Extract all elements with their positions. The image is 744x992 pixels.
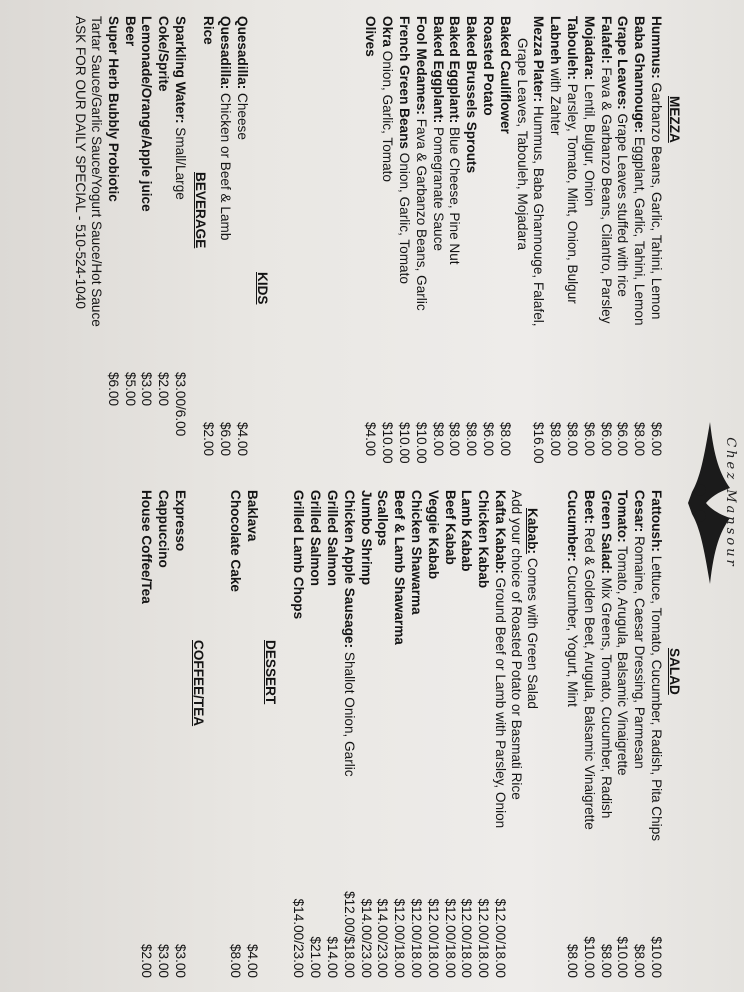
menu-item (392, 490, 407, 645)
item-price: $12.00/18.00 (442, 898, 458, 978)
menu-item (359, 490, 374, 585)
item-name: Baked Brussels Sprouts (464, 16, 480, 174)
item-price: $8.00 (497, 422, 513, 457)
item-name: Grilled Salmon (308, 490, 324, 586)
item-price: $8.00 (548, 422, 564, 457)
item-price: $12.00/18.00 (459, 898, 475, 978)
item-name: Baklava (245, 490, 260, 542)
beverage-heading: BEVERAGE (193, 172, 208, 249)
menu-item (342, 490, 357, 777)
item-price: $6.00 (649, 422, 664, 457)
item-name: Beef & Lamb Shawarma (392, 490, 408, 645)
item-name: Roasted Potato (481, 16, 496, 116)
kabab-note-text: Add your choice of Roasted Potato or Basmati Rice (509, 490, 524, 800)
item-name: Super Herb Bubbly Probiotic (105, 16, 121, 202)
item-name: Grilled Salmon (325, 490, 340, 586)
coffee-heading: COFFEE/TEA (191, 640, 206, 727)
menu-item (493, 490, 508, 828)
item-price: $4.00 (245, 943, 260, 978)
kabab-title-row (525, 508, 540, 709)
item-name: Expresso (173, 490, 188, 552)
menu-item (476, 490, 491, 588)
item-name: Sparkling Water: (173, 16, 188, 124)
item-price: $6.00 (105, 372, 121, 407)
item-description: Romaine, Caesar Dressing, Parmesan (632, 532, 648, 769)
item-description: Cheese (235, 89, 250, 140)
menu-item (156, 490, 171, 568)
item-price: $4.00 (363, 422, 379, 457)
item-price: $3.00 (139, 372, 155, 407)
daily-special-line: ASK FOR OUR DAILY SPECIAL - 510-524-1040 (73, 16, 88, 309)
item-description: Small/Large (173, 123, 188, 200)
item-name: Hummus: (649, 16, 664, 79)
item-description: Pomegranate Sauce (430, 123, 446, 251)
sauces-line: Tartar Sauce/Garlic Sauce/Yogurt Sauce/Hot Sauce (89, 16, 104, 327)
item-price: $3.00 (156, 943, 172, 978)
menu-item (325, 490, 340, 586)
kabab-note (509, 490, 524, 800)
item-price: $10.00 (413, 422, 429, 464)
item-description: Onion, Garlic, Tomato (397, 148, 412, 284)
item-price: $6.00 (615, 422, 631, 457)
item-name: Kafta Kabab: (493, 490, 508, 574)
item-description: Fava & Garbanzo Beans, Cilantro, Parsley (598, 63, 614, 324)
item-description: with Zahter (548, 64, 564, 136)
item-name: Olives (363, 16, 379, 57)
item-name: Cucumber: (565, 490, 580, 562)
item-name: House Coffee/Tea (139, 490, 155, 604)
item-price: $16.00 (531, 422, 547, 464)
item-name: Quesadilla: (235, 16, 250, 90)
item-description: Grape Leaves stuffed with rice (615, 109, 631, 297)
menu-item (615, 490, 630, 776)
item-description: Garbanzo Beans, Garlic, Tahini, Lemon (649, 78, 664, 320)
item-description: Ground Beef or Lamb with Parsley, Onion (493, 573, 508, 829)
item-description: Lettuce, Tomato, Cucumber, Radish, Pita Chips (649, 551, 664, 842)
item-price: $6.00 (581, 422, 597, 457)
item-price: $3.00/6.00 (173, 372, 188, 437)
menu-item (375, 490, 390, 546)
item-price: $10.00 (397, 422, 412, 464)
item-price: $5.00 (122, 372, 138, 407)
item-name: Baba Ghannouge: (632, 16, 648, 134)
item-price: $12.00/$18.00 (341, 891, 357, 978)
menu-item (308, 490, 323, 586)
menu-item (409, 490, 424, 615)
menu-item (291, 490, 306, 619)
item-price: $10.00 (581, 936, 597, 978)
kabab-subtitle: Comes with Green Salad (525, 554, 540, 709)
dessert-heading: DESSERT (263, 640, 278, 705)
item-price: $8.00 (632, 422, 648, 457)
item-name: Chicken Apple Sausage: (341, 490, 357, 649)
item-name: Cappuccino (156, 490, 172, 568)
item-name: Baked Eggplant: (430, 16, 446, 124)
item-name: Veggie Kabab (425, 490, 441, 580)
item-name: Tabouleh: (565, 16, 580, 80)
item-name: Mezza Plater: (531, 16, 547, 103)
item-price: $8.00 (447, 422, 463, 457)
item-price: $12.00/18.00 (409, 898, 424, 978)
item-price: $6.00 (218, 422, 234, 457)
menu-item (443, 490, 458, 565)
item-description: Eggplant, Garlic, Tahini, Lemon (632, 133, 648, 326)
menu-item (649, 490, 664, 841)
item-price: $3.00 (173, 943, 188, 978)
item-price: $12.00/18.00 (493, 898, 508, 978)
item-price: $8.00 (430, 422, 446, 457)
item-price: $12.00/18.00 (392, 898, 408, 978)
item-name: Lemonade/Orange/Apple juice (139, 16, 155, 212)
item-description: Parsley, Tomato, Mint, Onion, Bulgur (565, 79, 580, 304)
item-price: $8.00 (565, 422, 580, 457)
item-description: Red & Golden Beet, Arugula, Balsamic Vinaigrette (581, 524, 597, 830)
item-name: Grilled Lamb Chops (291, 490, 307, 620)
item-price: $2.00 (201, 422, 217, 457)
item-name: Falafel: (598, 16, 614, 64)
menu-item (565, 490, 580, 707)
item-description: Hummus, Baba Ghannouge, Falafel, (531, 102, 547, 327)
item-price: $4.00 (235, 422, 250, 457)
item-name: Chicken Shawarma (409, 490, 424, 615)
item-price: $8.00 (565, 943, 580, 978)
item-name: Coke/Sprite (156, 16, 172, 92)
item-price: $2.00 (139, 943, 155, 978)
item-price: $10.00 (615, 936, 631, 978)
item-description: Fava & Garbanzo Beans, Garlic (413, 114, 429, 311)
item-name: Green Salad: (598, 490, 614, 574)
item-name: Fattoush: (649, 490, 664, 552)
menu-item (459, 490, 474, 572)
item-price: $12.00/18.00 (476, 898, 492, 978)
item-description: Tomato, Arugula, Balsamic Vinaigrette (615, 542, 631, 776)
kabab-title: Kabab: (525, 508, 540, 555)
item-name: Jumbo Shrimp (358, 490, 374, 586)
item-name: Beer (122, 16, 138, 47)
item-description: Shallot Onion, Garlic (341, 648, 357, 777)
item-name: Baked Cauliflower (497, 16, 513, 134)
item-price: $10.00 (380, 422, 396, 464)
item-name: Chicken Kabab (476, 490, 492, 589)
item-name: Fool Medames: (413, 16, 429, 115)
item-price: $14.00/23.00 (358, 898, 374, 978)
item-name: Mojadara: (581, 16, 597, 81)
menu-item (426, 490, 441, 579)
item-name: Tomato: (615, 490, 631, 543)
item-price: $21.00 (308, 936, 324, 978)
menu-item (632, 490, 647, 769)
item-name: Cesar: (632, 490, 648, 533)
kids-heading: KIDS (255, 272, 270, 305)
item-price: $8.00 (598, 943, 614, 978)
item-name: Chocolate Cake (228, 490, 244, 592)
item-name: Labneh (548, 16, 564, 65)
mezza-heading: MEZZA (667, 96, 682, 143)
menu-item (228, 490, 243, 592)
item-name: Rice (201, 16, 217, 45)
item-price: $14.00/23.00 (375, 898, 391, 978)
brand-name: Chez Mansour (723, 437, 738, 569)
item-description: Mix Greens, Tomato, Cucumber, Radish (598, 573, 614, 819)
item-price: $12.00/18.00 (425, 898, 441, 978)
item-name: Beet: (581, 490, 597, 524)
menu-item (173, 490, 188, 551)
item-name: Grape Leaves: (615, 16, 631, 110)
item-price: $10.00 (649, 936, 664, 978)
item-price: $14.00/23.00 (291, 898, 307, 978)
item-name: Beef Kabab (442, 490, 458, 565)
item-price: $8.00 (228, 943, 244, 978)
item-description: Grape Leaves, Tabouleh, Mojadara (514, 38, 530, 251)
item-name: Lamb Kabab (459, 490, 475, 572)
item-price: $14.00 (325, 936, 340, 978)
item-description: Lentil, Bulgur, Onion (581, 80, 597, 207)
item-name: Baked Eggplant: (447, 16, 463, 124)
item-description: Blue Cheese, Pine Nut (447, 123, 463, 265)
item-description: Chicken or Beef & Lamb (218, 89, 234, 241)
item-price: $8.00 (632, 943, 648, 978)
item-description: Cucumber, Yogurt, Mint (565, 561, 580, 707)
item-name: Scallops (375, 490, 391, 546)
menu-item (582, 490, 597, 830)
menu-item (245, 490, 260, 541)
salad-heading: SALAD (667, 648, 682, 695)
item-price: $6.00 (481, 422, 496, 457)
item-name: Quesadilla: (218, 16, 234, 90)
item-price: $8.00 (464, 422, 480, 457)
menu-item (599, 490, 614, 818)
item-price: $6.00 (598, 422, 614, 457)
item-price: $2.00 (156, 372, 172, 407)
item-name: Okra (380, 16, 396, 47)
item-name: French Green Beans (397, 16, 412, 149)
item-description: Onion, Garlic, Tomato (380, 46, 396, 182)
menu-item (139, 490, 154, 604)
